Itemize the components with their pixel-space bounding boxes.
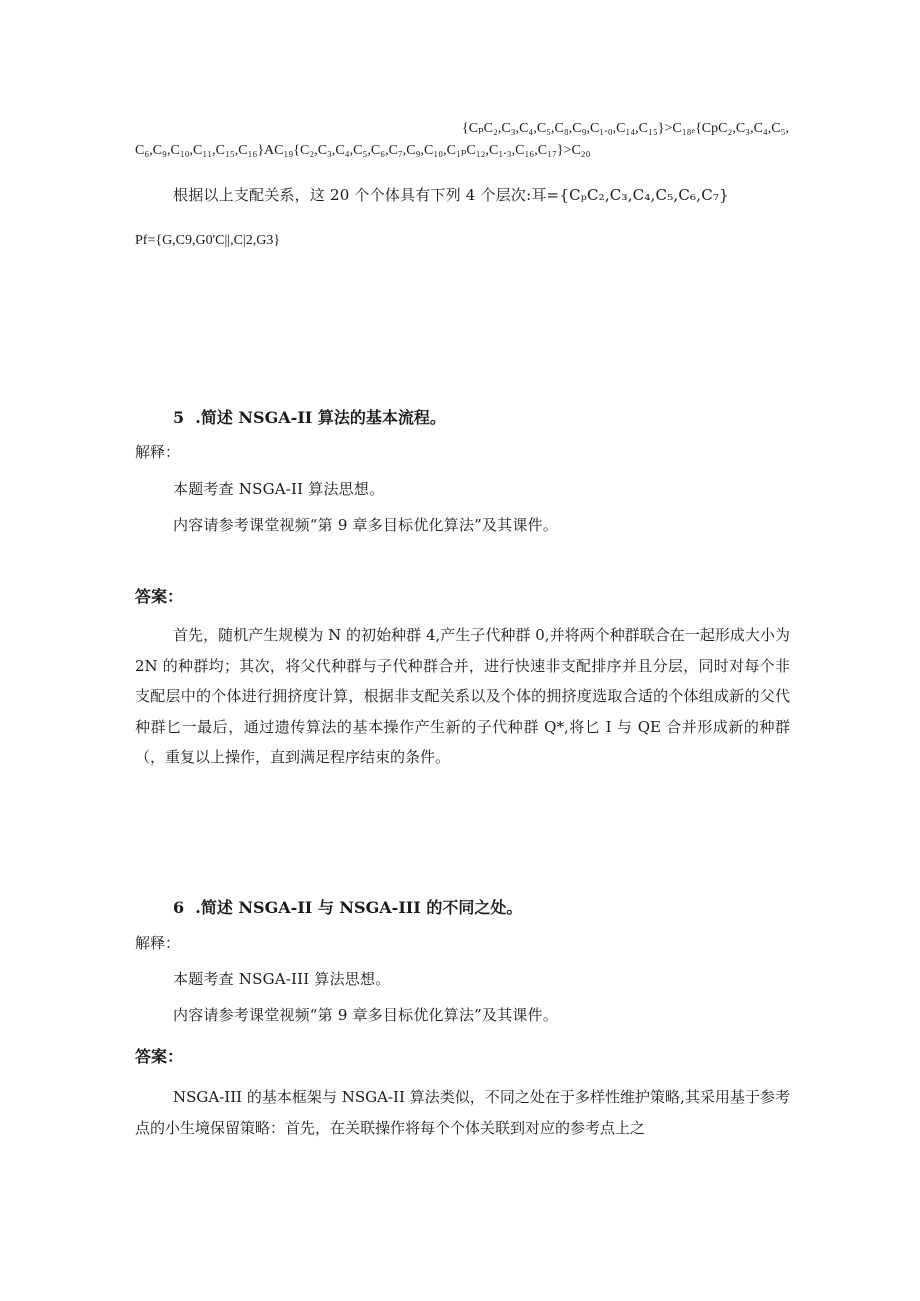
q5-answer-text: 首先，随机产生规模为 N 的初始种群 4,产生子代种群 0,并将两个种群联合在一起形成大小为 2N 的种群均；其次，将父代种群与子代种群合并，进行快速非支配排序并且分层，同时对每个非支配层中的个体进行拥挤度计算，根据非支配关系以及个体的拥挤度选取合适的个体组成新的父代种群匕一最后，通过遗传算法的基本操作产生新的子代种群 Q*,将匕 I 与 QE 合并形成新的种群（，重复以上操作，直到满足程序结束的条件。	[135, 626, 790, 766]
q6-answer-paragraph	[135, 1082, 790, 1143]
q6-answer-label: 答案：	[135, 1047, 184, 1066]
dominance-line-1: {CₚC₂,C₃,C₄,C₅,C₈,C₉,C₁.₀,C₁₄,C₁₅}>C₁₈ₑ{CpC₂,C₃,C₄,C₅,	[462, 121, 790, 136]
q5-answer-paragraph	[135, 620, 790, 773]
q5-answer-label: 答案：	[135, 587, 184, 606]
pf-line: Pf={G,C9,G0'C||,C|2,G3}	[135, 233, 281, 248]
levels-sentence: 根据以上支配关系，这 20 个个体具有下列 4 个层次:耳={CₚC₂,C₃,C₄,C₅,C₆,C₇}	[173, 186, 729, 204]
q6-heading: 6 .简述 NSGA-II 与 NSGA-III 的不同之处。	[173, 898, 523, 917]
q6-explain-line-1: 本题考查 NSGA-III 算法思想。	[173, 970, 391, 988]
q5-explain-line-2: 内容请参考课堂视频“第 9 章多目标优化算法”及其课件。	[173, 516, 559, 534]
q6-answer-text: NSGA-III 的基本框架与 NSGA-II 算法类似，不同之处在于多样性维护策略,其采用基于参考点的小生境保留策略：首先，在关联操作将每个个体关联到对应的参考点上之	[135, 1088, 790, 1137]
q6-explain-label: 解释：	[135, 934, 181, 952]
q5-heading: 5 .简述 NSGA-II 算法的基本流程。	[173, 408, 446, 427]
dominance-line-2: C₆,C₉,C₁₀,C₁₁,C₁₅,C₁₆}AC₁₉{C₂,C₃,C₄,C₅,C₆,C₇,C₉,C₁₀,C₁ₚC₁₂,C₁.₃,C₁₆,C₁₇}>C₂₀	[135, 143, 591, 158]
q5-explain-label: 解释：	[135, 443, 181, 461]
q6-explain-line-2: 内容请参考课堂视频“第 9 章多目标优化算法”及其课件。	[173, 1006, 559, 1024]
q5-explain-line-1: 本题考查 NSGA-II 算法思想。	[173, 480, 385, 498]
